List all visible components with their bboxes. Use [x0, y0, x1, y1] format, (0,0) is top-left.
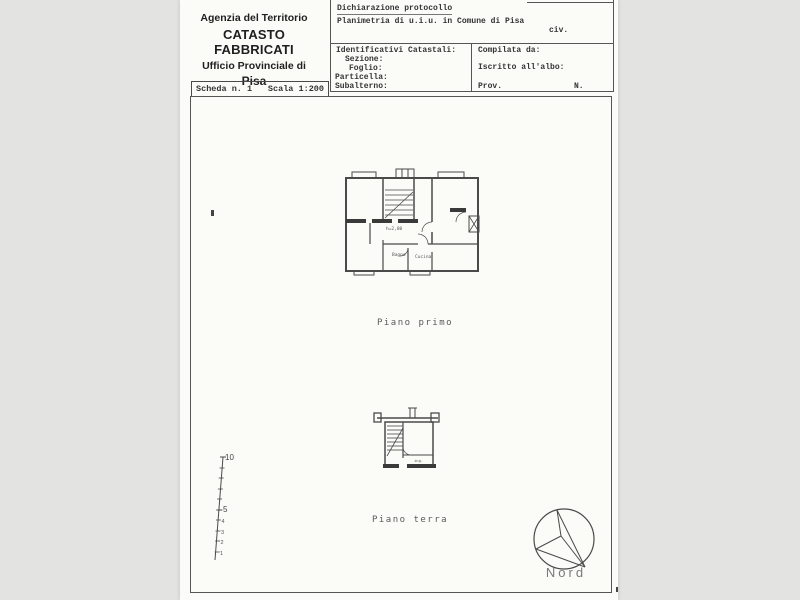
first-floor-caption: Piano primo: [376, 318, 454, 328]
scheda-scala-box: [191, 81, 329, 97]
ink-speck: [616, 587, 618, 592]
ground-room-label: ing.: [414, 458, 424, 463]
box-top-rule: [527, 2, 613, 3]
catasto-title: CATASTO FABBRICATI: [214, 27, 294, 57]
agency-header: [183, 12, 325, 88]
prov-label: Prov.: [478, 82, 503, 91]
ceiling-height-label: h=2,80: [386, 227, 403, 232]
ink-speck: [211, 210, 214, 216]
agency-name: Agenzia del Territorio: [200, 12, 308, 24]
scale-tick-1: 1: [220, 551, 224, 557]
cucina-label: Cucina: [415, 255, 432, 260]
scale-bar: [205, 445, 240, 567]
city-name: Pisa: [241, 74, 267, 88]
field-foglio: Foglio:: [349, 64, 383, 73]
scale-tick-5: 5: [223, 505, 228, 514]
office-line: Ufficio Provinciale di: [202, 60, 306, 72]
field-particella: Particella:: [335, 73, 388, 82]
declaration-box: [330, 0, 614, 44]
first-floor-plan: [335, 160, 495, 285]
ground-floor-caption: Piano terra: [371, 515, 449, 525]
ground-floor-plan: [360, 404, 460, 476]
scale-tick-3: 3: [221, 530, 225, 536]
iscritto-label: Iscritto all'albo:: [478, 63, 565, 72]
scale-value: Scala 1:200: [267, 84, 324, 94]
box-divider: [471, 44, 472, 91]
north-label: Nord: [545, 565, 587, 580]
field-sezione: Sezione:: [345, 55, 384, 64]
declaration-protocol-label: Dichiarazione protocollo: [337, 4, 453, 13]
identifiers-title: Identificativi Catastali:: [336, 46, 457, 55]
scale-tick-10: 10: [225, 453, 234, 462]
civ-label: civ.: [549, 26, 569, 35]
n-label: N.: [574, 82, 584, 91]
bagno-label: Bagno: [392, 253, 406, 258]
field-subalterno: Subalterno:: [335, 82, 388, 91]
scheda-number: Scheda n. 1: [196, 84, 253, 94]
planimetria-label: Planimetria di u.i.u. in Comune di Pisa: [337, 17, 525, 26]
scale-tick-4: 4: [221, 519, 225, 525]
scale-tick-2: 2: [220, 540, 224, 546]
compilata-label: Compilata da:: [478, 46, 541, 55]
identifiers-box: [330, 43, 614, 92]
